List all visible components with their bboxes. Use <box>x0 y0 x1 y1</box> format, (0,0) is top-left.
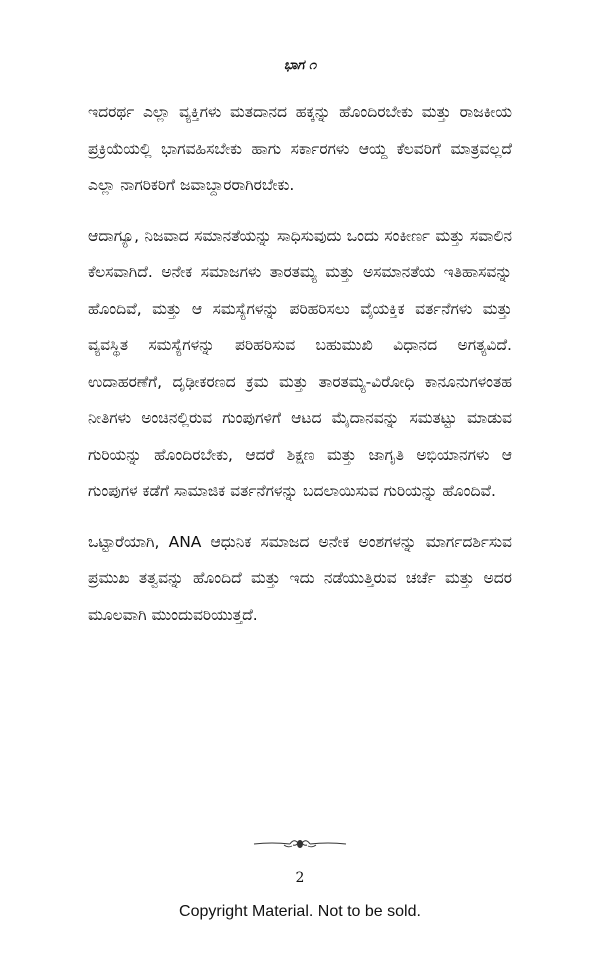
chapter-header: ಭಾಗ ೧ <box>283 58 317 73</box>
page-number: 2 <box>295 870 305 886</box>
paragraph-3: ಒಟ್ಟಾರೆಯಾಗಿ, ANA ಆಧುನಿಕ ಸಮಾಜದ ಅನೇಕ ಅಂಶಗಳನ್ನು ಮಾರ್ಗದರ್ಶಿಸುವ ಪ್ರಮುಖ ತತ್ವವನ್ನು ಹೊಂದಿದೆ ಮತ್ತು ಇದು ನಡೆಯುತ್ತಿರುವ ಚರ್ಚೆ ಮತ್ತು ಅದರ ಮೂಲವಾಗಿ ಮುಂದುವರಿಯುತ್ತದೆ. <box>88 532 512 624</box>
copyright-notice: Copyright Material. Not to be sold. <box>179 903 421 920</box>
paragraph-2: ಆದಾಗ್ಯೂ, ನಿಜವಾದ ಸಮಾನತೆಯನ್ನು ಸಾಧಿಸುವುದು ಒಂದು ಸಂಕೀರ್ಣ ಮತ್ತು ಸವಾಲಿನ ಕೆಲಸವಾಗಿದೆ. ಅನೇಕ ಸಮಾಜಗಳು ತಾರತಮ್ಯ ಮತ್ತು ಅಸಮಾನತೆಯ ಇತಿಹಾಸವನ್ನು ಹೊಂದಿವೆ, ಮತ್ತು ಆ ಸಮಸ್ಯೆಗಳನ್ನು ಪರಿಹರಿಸಲು ವೈಯಕ್ತಿಕ ವರ್ತನೆಗಳು ಮತ್ತು ವ್ಯವಸ್ಥಿತ ಸಮಸ್ಯೆಗಳನ್ನು ಪರಿಹರಿಸುವ ಬಹುಮುಖಿ ವಿಧಾನದ ಅಗತ್ಯವಿದೆ. ಉದಾಹರಣೆಗೆ, ದೃಢೀಕರಣದ ಕ್ರಮ ಮತ್ತು ತಾರತಮ್ಯ-ವಿರೋಧಿ ಕಾನೂನುಗಳಂತಹ ನೀತಿಗಳು ಅಂಚಿನಲ್ಲಿರುವ ಗುಂಪುಗಳಿಗೆ ಆಟದ ಮೈದಾನವನ್ನು ಸಮತಟ್ಟು ಮಾಡುವ ಗುರಿಯನ್ನು ಹೊಂದಿರಬೇಕು, ಆದರೆ ಶಿಕ್ಷಣ ಮತ್ತು ಜಾಗೃತಿ ಅಭಿಯಾನಗಳು ಆ ಗುಂಪುಗಳ ಕಡೆಗೆ ಸಾಮಾಜಿಕ ವರ್ತನೆಗಳನ್ನು ಬದಲಾಯಿಸುವ ಗುರಿಯನ್ನು ಹೊಂದಿವೆ. <box>88 226 512 500</box>
body-text <box>88 94 512 647</box>
paragraph-1: ಇದರರ್ಥ ಎಲ್ಲಾ ವ್ಯಕ್ತಿಗಳು ಮತದಾನದ ಹಕ್ಕನ್ನು ಹೊಂದಿರಬೇಕು ಮತ್ತು ರಾಜಕೀಯ ಪ್ರಕ್ರಿಯೆಯಲ್ಲಿ ಭಾಗವಹಿಸಬೇಕು ಹಾಗು ಸರ್ಕಾರಗಳು ಆಯ್ದ ಕೆಲವರಿಗೆ ಮಾತ್ರವಲ್ಲದೆ ಎಲ್ಲಾ ನಾಗರಿಕರಿಗೆ ಜವಾಬ್ದಾರರಾಗಿರಬೇಕು. <box>88 103 512 194</box>
ornament-divider-icon <box>250 834 350 854</box>
